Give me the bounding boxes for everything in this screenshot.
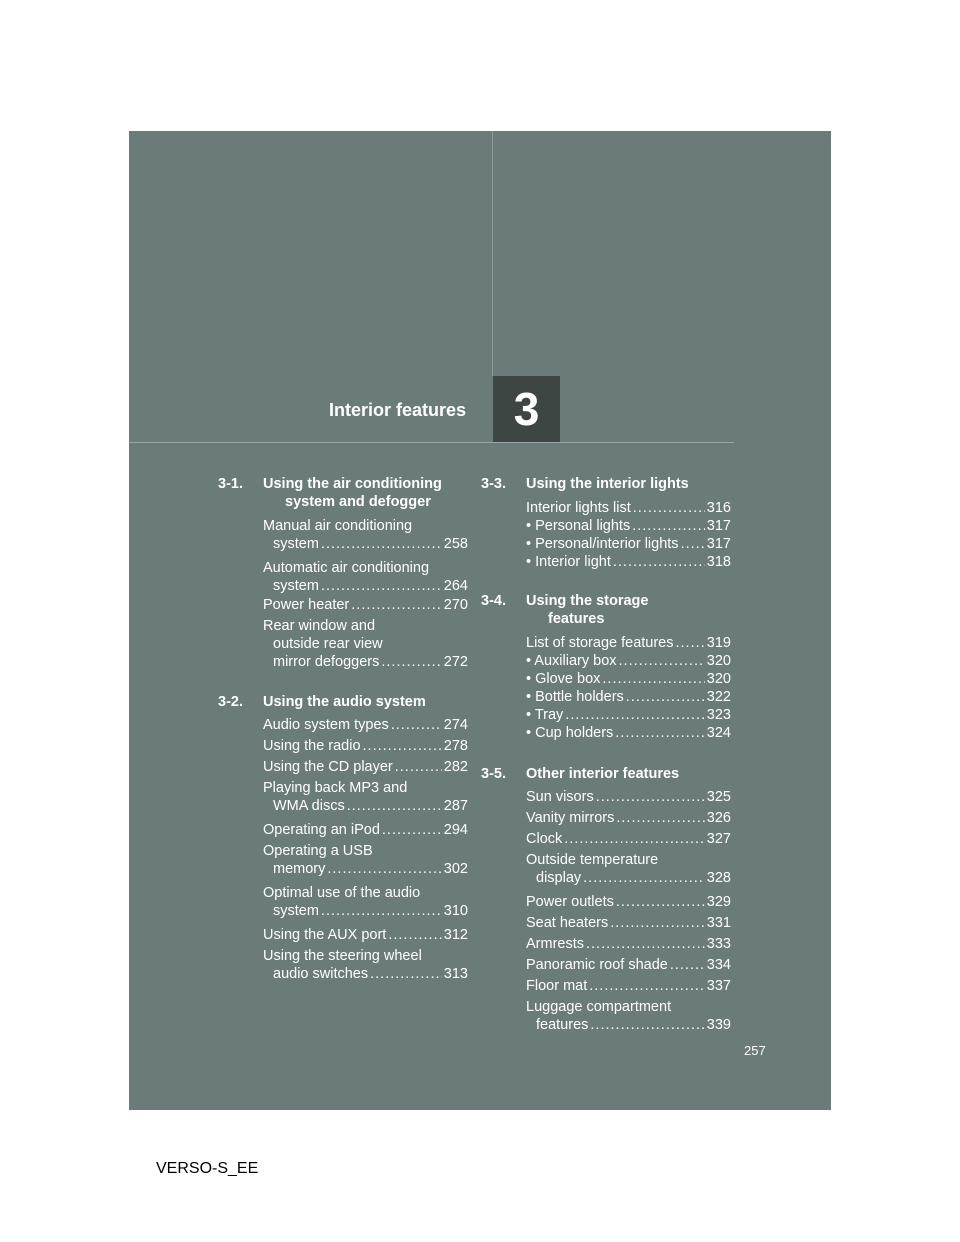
leader-dots (347, 797, 442, 815)
entry-text: Armrests (526, 936, 584, 952)
entry-page: 323 (706, 707, 731, 723)
toc-entry[interactable] (263, 947, 468, 983)
entry-last-line (263, 860, 468, 878)
entry-last-line (263, 577, 468, 595)
toc-entry[interactable] (526, 809, 731, 827)
entry-text: system (273, 903, 319, 919)
toc-entry[interactable] (263, 842, 468, 878)
entry-page: 324 (706, 725, 731, 741)
section-title (263, 475, 483, 511)
entry-page: 320 (706, 671, 731, 687)
entry-last-line (263, 716, 468, 734)
section-title (526, 592, 746, 628)
toc-entry[interactable] (526, 788, 731, 806)
leader-dots (590, 1016, 704, 1034)
divider-vertical (492, 131, 493, 376)
entry-text: Automatic air conditioning (263, 560, 430, 576)
entry-text: system (273, 536, 319, 552)
entry-last-line (263, 596, 468, 614)
leader-dots (395, 758, 442, 776)
section-number: 3-5. (481, 766, 506, 782)
footer-code: VERSO-S_EE (156, 1160, 259, 1177)
entry-page: 312 (443, 927, 468, 943)
toc-entry[interactable] (526, 670, 731, 688)
entry-page: 287 (443, 798, 468, 814)
toc-entry[interactable] (526, 634, 731, 652)
leader-dots (613, 553, 705, 571)
entry-page: 327 (706, 831, 731, 847)
entry-page: 328 (706, 870, 731, 886)
entry-page: 326 (706, 810, 731, 826)
chapter-number: 3 (493, 376, 560, 442)
entry-text: Power outlets (526, 894, 614, 910)
entry-last-line (263, 821, 468, 839)
entry-last-line (263, 965, 468, 983)
entry-page: 329 (706, 894, 731, 910)
leader-dots (676, 634, 705, 652)
leader-dots (363, 737, 442, 755)
entry-page: 320 (706, 653, 731, 669)
entry-last-line (526, 634, 731, 652)
entry-last-line (526, 977, 731, 995)
entry-text: • Auxiliary box (526, 653, 617, 669)
entry-text: Seat heaters (526, 915, 609, 931)
entry-page: 264 (443, 578, 468, 594)
entry-page: 282 (443, 759, 468, 775)
entry-text: Using the CD player (263, 759, 393, 775)
chapter-title: Interior features (328, 400, 466, 420)
entry-page: 317 (706, 518, 731, 534)
leader-dots (586, 935, 705, 953)
leader-dots (615, 724, 705, 742)
leader-dots (596, 788, 705, 806)
entry-last-line (263, 535, 468, 553)
entry-text: • Cup holders (526, 725, 614, 741)
entry-text: List of storage features (526, 635, 674, 651)
entry-last-line (526, 914, 731, 932)
entry-last-line (526, 1016, 731, 1034)
entry-last-line (526, 724, 731, 742)
entry-text: • Interior light (526, 554, 611, 570)
toc-entry[interactable] (263, 596, 468, 614)
entry-last-line (526, 935, 731, 953)
leader-dots (382, 821, 442, 839)
toc-entry[interactable] (526, 706, 731, 724)
entry-page: 339 (706, 1017, 731, 1033)
entry-text: mirror defoggers (273, 654, 380, 670)
entry-text: Clock (526, 831, 563, 847)
entry-text: Sun visors (526, 789, 594, 805)
leader-dots (681, 535, 705, 553)
entry-page: 302 (443, 861, 468, 877)
entry-last-line (526, 809, 731, 827)
entry-page: 319 (706, 635, 731, 651)
entry-last-line (263, 737, 468, 755)
entry-last-line (526, 869, 731, 887)
leader-dots (321, 902, 442, 920)
toc-entry[interactable] (526, 553, 731, 571)
toc-entry[interactable] (526, 893, 731, 911)
entry-page: 318 (706, 554, 731, 570)
toc-entry[interactable] (526, 935, 731, 953)
leader-dots (321, 535, 442, 553)
toc-entry[interactable] (263, 821, 468, 839)
entry-last-line (526, 517, 731, 535)
section-title-line: Using the interior lights (526, 476, 689, 492)
leader-dots (633, 499, 705, 517)
toc-entry[interactable] (526, 977, 731, 995)
toc-entry[interactable] (263, 617, 468, 671)
leader-dots (616, 809, 704, 827)
entry-page: 325 (706, 789, 731, 805)
entry-text: Outside temperature (526, 852, 659, 868)
entry-page: 274 (443, 717, 468, 733)
toc-entry[interactable] (526, 724, 731, 742)
entry-page: 333 (706, 936, 731, 952)
section-title-line: Using the storage (526, 593, 649, 609)
section-title (526, 475, 746, 493)
entry-last-line (526, 830, 731, 848)
entry-text: audio switches (273, 966, 369, 982)
entry-text: Using the AUX port (263, 927, 387, 943)
entry-text: Manual air conditioning (263, 518, 413, 534)
entry-page: 272 (443, 654, 468, 670)
leader-dots (351, 596, 442, 614)
section-number: 3-4. (481, 593, 506, 609)
entry-last-line (526, 706, 731, 724)
entry-page: 316 (706, 500, 731, 516)
entry-page: 270 (443, 597, 468, 613)
entry-page: 317 (706, 536, 731, 552)
toc-entry[interactable] (263, 559, 468, 595)
entry-last-line (263, 926, 468, 944)
entry-page: 334 (706, 957, 731, 973)
entry-last-line (526, 499, 731, 517)
entry-page: 322 (706, 689, 731, 705)
entry-text: Rear window and (263, 618, 376, 634)
page-number: 257 (744, 1043, 766, 1058)
leader-dots (589, 977, 705, 995)
entry-text: system (273, 578, 319, 594)
section-title-line: Using the air conditioning (263, 476, 442, 492)
entry-text: memory (273, 861, 326, 877)
leader-dots (370, 965, 442, 983)
toc-entry[interactable] (263, 737, 468, 755)
section-title-line: features (548, 611, 605, 627)
leader-dots (388, 926, 441, 944)
leader-dots (583, 869, 705, 887)
entry-text: Vanity mirrors (526, 810, 615, 826)
toc-entry[interactable] (526, 830, 731, 848)
section-title (526, 765, 746, 783)
toc-entry[interactable] (263, 517, 468, 553)
leader-dots (619, 652, 705, 670)
entry-last-line (263, 797, 468, 815)
toc-entry[interactable] (526, 499, 731, 517)
section-number: 3-2. (218, 694, 243, 710)
toc-entry[interactable] (526, 652, 731, 670)
entry-last-line (263, 902, 468, 920)
entry-last-line (263, 758, 468, 776)
leader-dots (564, 830, 705, 848)
entry-text: Using the steering wheel (263, 948, 422, 964)
toc-entry[interactable] (263, 716, 468, 734)
leader-dots (391, 716, 442, 734)
entry-last-line (526, 670, 731, 688)
entry-page: 258 (443, 536, 468, 552)
leader-dots (632, 517, 705, 535)
entry-text: • Personal lights (526, 518, 631, 534)
entry-text: Floor mat (526, 978, 588, 994)
leader-dots (670, 956, 705, 974)
entry-last-line (526, 788, 731, 806)
entry-text: • Glove box (526, 671, 601, 687)
entry-text: Operating an iPod (263, 822, 380, 838)
toc-entry[interactable] (263, 926, 468, 944)
entry-text: Power heater (263, 597, 350, 613)
leader-dots (602, 670, 704, 688)
entry-text: Using the radio (263, 738, 361, 754)
leader-dots (321, 577, 442, 595)
entry-text: • Tray (526, 707, 564, 723)
entry-last-line (526, 688, 731, 706)
leader-dots (565, 706, 704, 724)
section-title-line: system and defogger (285, 494, 431, 510)
entry-page: 310 (443, 903, 468, 919)
toc-entry[interactable] (526, 914, 731, 932)
leader-dots (616, 893, 705, 911)
leader-dots (610, 914, 705, 932)
entry-text: Interior lights list (526, 500, 631, 516)
entry-text: features (536, 1017, 589, 1033)
toc-entry[interactable] (526, 851, 731, 887)
entry-text: display (536, 870, 582, 886)
entry-text: outside rear view (273, 636, 383, 652)
toc-entry[interactable] (526, 956, 731, 974)
entry-text: • Bottle holders (526, 689, 624, 705)
entry-text: Optimal use of the audio (263, 885, 421, 901)
leader-dots (327, 860, 441, 878)
entry-text: Luggage compartment (526, 999, 672, 1015)
section-number: 3-3. (481, 476, 506, 492)
toc-entry[interactable] (526, 535, 731, 553)
entry-text: Panoramic roof shade (526, 957, 668, 973)
section-title-line: Using the audio system (263, 694, 426, 710)
entry-text: Playing back MP3 and (263, 780, 408, 796)
entry-last-line (526, 535, 731, 553)
toc-entry[interactable] (526, 517, 731, 535)
entry-text: WMA discs (273, 798, 345, 814)
entry-page: 278 (443, 738, 468, 754)
entry-last-line (526, 956, 731, 974)
leader-dots (626, 688, 705, 706)
entry-last-line (526, 553, 731, 571)
toc-entry[interactable] (263, 758, 468, 776)
entry-text: Audio system types (263, 717, 389, 733)
section-title (263, 693, 483, 711)
entry-last-line (526, 893, 731, 911)
leader-dots (381, 653, 441, 671)
section-number: 3-1. (218, 476, 243, 492)
entry-page: 313 (443, 966, 468, 982)
toc-entry[interactable] (263, 779, 468, 815)
toc-entry[interactable] (526, 998, 731, 1034)
toc-entry[interactable] (263, 884, 468, 920)
toc-entry[interactable] (526, 688, 731, 706)
entry-text: Operating a USB (263, 843, 373, 859)
entry-page: 337 (706, 978, 731, 994)
entry-page: 294 (443, 822, 468, 838)
divider-horizontal (129, 442, 734, 443)
entry-last-line (526, 652, 731, 670)
entry-page: 331 (706, 915, 731, 931)
entry-text: • Personal/interior lights (526, 536, 679, 552)
section-title-line: Other interior features (526, 766, 680, 782)
entry-last-line (263, 653, 468, 671)
